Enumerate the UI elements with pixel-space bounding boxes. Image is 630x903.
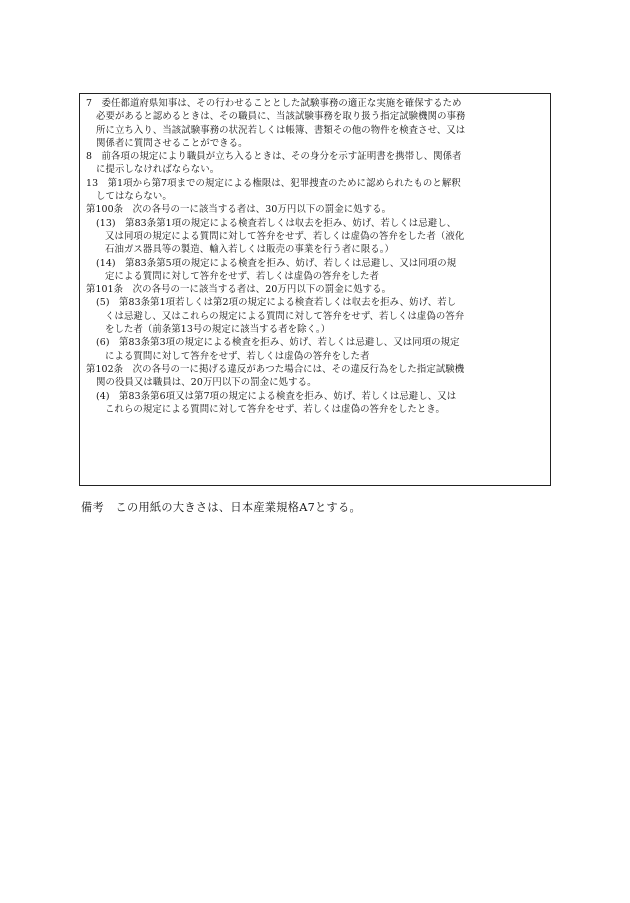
- text-line: 関係者に質問させることができる。: [96, 137, 248, 149]
- text-line: してはならない。: [96, 191, 172, 203]
- text-line: (13) 第83条第1項の規定による検査若しくは収去を拒み、妨げ、若しくは忌避し、: [96, 217, 457, 229]
- text-line: 第102条 次の各号の一に掲げる違反があつた場合には、その違反行為をした指定試験機: [86, 363, 465, 375]
- text-line: くは忌避し、又はこれらの規定による質問に対して答弁をせず、若しくは虚偽の答弁: [105, 310, 465, 322]
- text-line: 第100条 次の各号の一に該当する者は、30万円以下の罰金に処する。: [86, 204, 392, 216]
- legal-text-box: [79, 93, 551, 486]
- text-line: 13 第1項から第7項までの規定による権限は、犯罪捜査のために認められたものと解釈: [86, 177, 461, 189]
- text-line: 第101条 次の各号の一に該当する者は、20万円以下の罰金に処する。: [86, 284, 392, 296]
- text-line: に提示しなければならない。: [96, 164, 220, 176]
- text-line: 石油ガス器具等の製造、輸入若しくは販売の事業を行う者に限る。）: [105, 244, 395, 256]
- text-line: (6) 第83条第3項の規定による検査を拒み、妨げ、若しくは忌避し、又は同項の規定: [96, 337, 460, 349]
- text-line: 必要があると認めるときは、その職員に、当該試験事務を取り扱う指定試験機関の事務: [96, 111, 466, 123]
- text-line: (5) 第83条第1項若しくは第2項の規定による検査若しくは収去を拒み、妨げ、若し: [96, 297, 457, 309]
- text-line: 7 委任都道府県知事は、その行わせることとした試験事務の適正な実施を確保するため: [86, 98, 462, 109]
- text-line: をした者（前条第13号の規定に該当する者を除く。）: [105, 324, 331, 336]
- text-line: (4) 第83条第6項又は第7項の規定による検査を拒み、妨げ、若しくは忌避し、又は: [96, 390, 457, 402]
- text-line: 関の役員又は職員は、20万円以下の罰金に処する。: [96, 377, 317, 389]
- text-line: 又は同項の規定による質問に対して答弁をせず、若しくは虚偽の答弁をした者（液化: [105, 230, 465, 242]
- text-line: 定による質問に対して答弁をせず、若しくは虚偽の答弁をした者: [105, 270, 380, 282]
- text-line: 所に立ち入り、当該試験事務の状況若しくは帳簿、書類その他の物件を検査させ、又は: [96, 124, 466, 136]
- text-line: 8 前各項の規定により職員が立ち入るときは、その身分を示す証明書を携帯し、関係者: [86, 151, 462, 163]
- text-line: これらの規定による質問に対して答弁をせず、若しくは虚偽の答弁をしたとき。: [105, 403, 445, 415]
- remarks-note: 備考 この用紙の大きさは、日本産業規格A7とする。: [81, 501, 362, 514]
- text-line: (14) 第83条第5項の規定による検査を拒み、妨げ、若しくは忌避し、又は同項の規: [96, 257, 457, 269]
- text-line: による質問に対して答弁をせず、若しくは虚偽の答弁をした者: [105, 350, 370, 362]
